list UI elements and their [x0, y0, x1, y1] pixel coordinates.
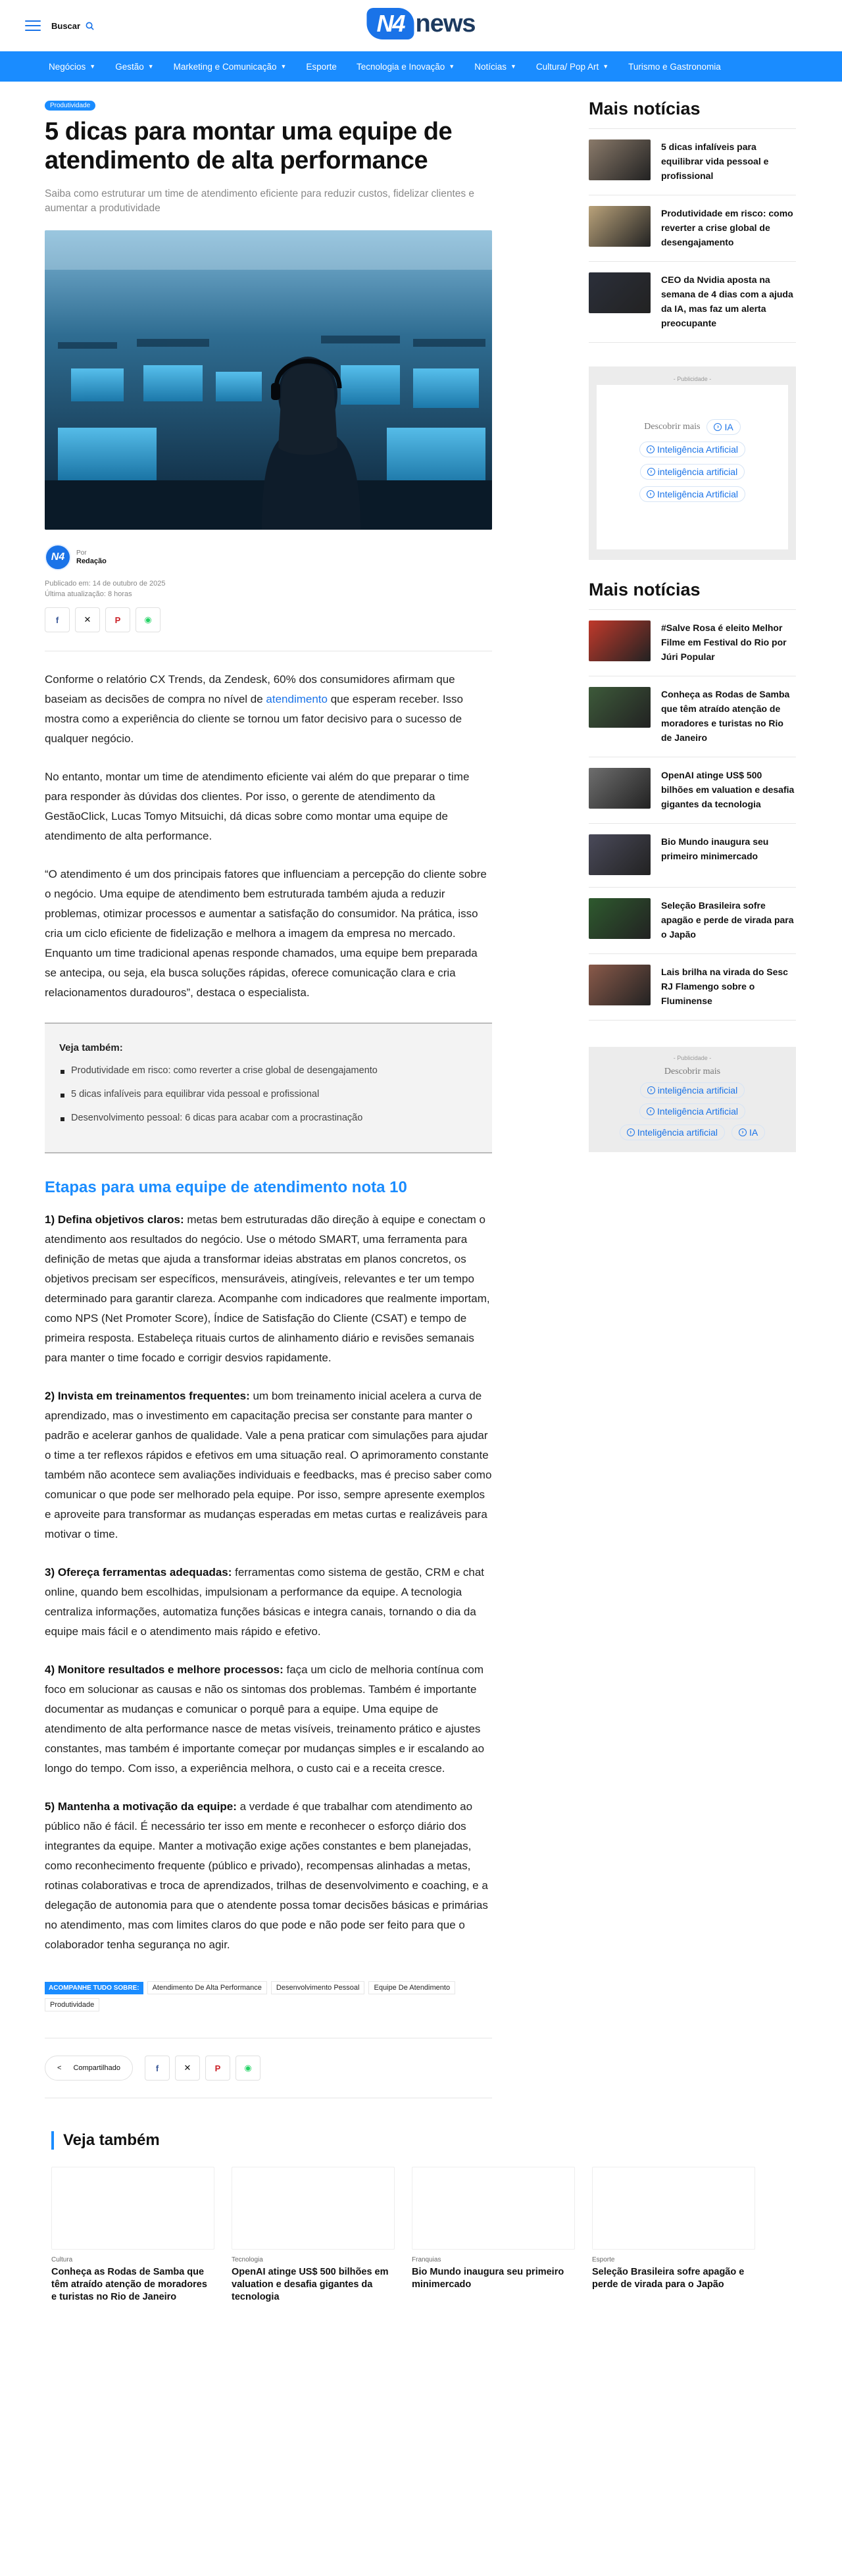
- plus-circle-icon: ›: [714, 423, 722, 431]
- section-heading: Etapas para uma equipe de atendimento nota 10: [45, 1178, 407, 1196]
- related-thumbnail: [412, 2167, 575, 2250]
- news-thumbnail: [589, 768, 651, 809]
- related-category: Franquias: [412, 2256, 441, 2263]
- ad-topic-label: Inteligência artificial: [637, 1127, 718, 1138]
- news-title: Bio Mundo inaugura seu primeiro minimercado: [661, 836, 769, 861]
- news-item[interactable]: [589, 195, 796, 262]
- share-label: Compartilhado: [73, 2064, 120, 2072]
- related-title: Conheça as Rodas de Samba que têm atraído atenção de moradores e turistas no Rio de Janeiro: [51, 2267, 207, 2302]
- facebook-icon: f: [155, 2063, 159, 2073]
- nav-item-3[interactable]: [306, 62, 337, 72]
- ad-content: [597, 385, 788, 549]
- news-title: Produtividade em risco: como reverter a crise global de desengajamento: [661, 208, 793, 247]
- ad-row: [620, 1124, 765, 1140]
- ad-row: [639, 442, 745, 457]
- news-thumbnail: [589, 139, 651, 180]
- discover-more-label: Descobrir mais: [664, 1067, 721, 1076]
- nav-item-4[interactable]: [357, 62, 455, 72]
- ad-row: [639, 1103, 745, 1119]
- plus-circle-icon: ›: [647, 1086, 655, 1094]
- ad-topic-pill[interactable]: [731, 1124, 765, 1140]
- tip-paragraph: [45, 1660, 492, 1779]
- related-grid: [51, 2167, 809, 2304]
- tip-lead: 4) Monitore resultados e melhore processos:: [45, 1663, 284, 1676]
- tip-text: um bom treinamento inicial acelera a curva de aprendizado, mas o investimento em capacitação precisa ser constante para manter o padrão e acelerar ganhos de qualidade. Vale a pena praticar com simulações para ajudar o time a ter reflexos rápidos e efetivos em uma situação real. O aprimoramento constante também não acontece sem avaliações individuais e feedbacks, mas é preciso saber como comunicar o que pode ser melhorado pela equipe. Por isso, sempre apresente exemplos e aproveite para transformar as mudanças esperadas em metas curtas e realizáveis para motivar o time.: [45, 1390, 492, 1540]
- news-item[interactable]: [589, 757, 796, 824]
- ad-topic-pill[interactable]: [639, 486, 745, 502]
- see-also-link[interactable]: 5 dicas infalíveis para equilibrar vida pessoal e profissional: [59, 1089, 478, 1099]
- tag-link[interactable]: Produtividade: [45, 1998, 99, 2011]
- nav-item-2[interactable]: [174, 62, 287, 72]
- nav-label: Turismo e Gastronomia: [628, 61, 721, 72]
- ad-topic-label: IA: [724, 422, 733, 432]
- news-thumbnail: [589, 272, 651, 313]
- plus-circle-icon: ›: [647, 468, 655, 476]
- related-heading: Veja também: [51, 2131, 809, 2150]
- x-share-button[interactable]: [75, 607, 100, 632]
- related-section: [33, 2131, 809, 2304]
- ad-label: - Publicidade -: [673, 1055, 712, 1061]
- paragraph-text: Conforme o relatório CX Trends, da Zendesk, 60% dos consumidores afirmam que baseiam as decisões de compra no nível de: [45, 673, 455, 705]
- article-body: [45, 670, 492, 1955]
- news-title: OpenAI atinge US$ 500 bilhões em valuation e desafia gigantes da tecnologia: [661, 770, 795, 809]
- news-title: Conheça as Rodas de Samba que têm atraído atenção de moradores e turistas no Rio de Janeiro: [661, 689, 790, 743]
- related-category: Esporte: [592, 2256, 615, 2263]
- tip-paragraph: [45, 1563, 492, 1642]
- updated-date: Última atualização: 8 horas: [45, 590, 132, 598]
- site-header: [0, 0, 842, 82]
- pinterest-share-button[interactable]: [205, 2056, 230, 2081]
- page-spacer: [0, 2304, 842, 2343]
- ad-label: - Publicidade -: [673, 376, 712, 382]
- tip-text: faça um ciclo de melhoria contínua com foco em solucionar as causas e não os sintomas dos problemas. Também é importante documentar as mudanças e comunicar o porquê para a equipe. Uma equipe de atendimento de alta performance nasce de metas visíveis, treinamento prático e ajustes constantes, mas também é importante começar por mudanças simples e ir escalando ao longo do tempo. Com isso, a experiência melhora, o custo cai e a receita cresce.: [45, 1663, 485, 1775]
- share-bar-bottom: [45, 2038, 492, 2098]
- sidebar-heading: Mais notícias: [589, 580, 701, 599]
- see-also-link[interactable]: Produtividade em risco: como reverter a crise global de desengajamento: [59, 1065, 478, 1076]
- related-title: Bio Mundo inaugura seu primeiro minimercado: [412, 2267, 564, 2290]
- inline-link[interactable]: atendimento: [266, 693, 328, 705]
- news-item[interactable]: [589, 824, 796, 888]
- page-content: [33, 82, 809, 2098]
- news-title: #Salve Rosa é eleito Melhor Filme em Festival do Rio por Júri Popular: [661, 622, 787, 662]
- whatsapp-icon: ◉: [144, 615, 152, 624]
- author-byline: [76, 549, 107, 566]
- plus-circle-icon: ›: [627, 1128, 635, 1136]
- article-title: 5 dicas para montar uma equipe de atendimento de alta performance: [45, 118, 453, 174]
- search-button[interactable]: [51, 21, 94, 31]
- ad-topic-label: Inteligência Artificial: [657, 1106, 738, 1117]
- ad-row: [664, 1067, 720, 1077]
- see-also-title: Veja também:: [59, 1042, 123, 1053]
- nav-label: Cultura/ Pop Art: [535, 61, 599, 72]
- related-title: OpenAI atinge US$ 500 bilhões em valuation e desafia gigantes da tecnologia: [232, 2267, 389, 2302]
- news-title: Lais brilha na virada do Sesc RJ Flamengo sobre o Fluminense: [661, 967, 788, 1006]
- news-item[interactable]: [589, 609, 796, 676]
- nav-item-6[interactable]: [536, 62, 608, 72]
- share-icon: <: [57, 2064, 62, 2072]
- related-card[interactable]: [51, 2167, 214, 2304]
- tip-lead: 2) Invista em treinamentos frequentes:: [45, 1390, 250, 1402]
- author-prefix: Por: [76, 549, 87, 557]
- category-badge[interactable]: Produtividade: [45, 101, 95, 111]
- tip-lead: 1) Defina objetivos claros:: [45, 1213, 184, 1226]
- news-title: Seleção Brasileira sofre apagão e perde de virada para o Japão: [661, 900, 794, 940]
- news-item[interactable]: [589, 954, 796, 1021]
- ad-block: [589, 1047, 796, 1152]
- hero-image: [45, 230, 492, 530]
- logo-word: news: [415, 9, 476, 38]
- related-title: Seleção Brasileira sofre apagão e perde de virada para o Japão: [592, 2267, 745, 2290]
- ad-topic-pill[interactable]: [620, 1124, 725, 1140]
- paragraph-text: que esperam receber. Isso mostra como a experiência do cliente se tornou um fator decisivo para o sucesso de qualquer negócio.: [45, 693, 464, 745]
- tip-paragraph: [45, 1210, 492, 1368]
- plus-circle-icon: ›: [647, 445, 655, 453]
- nav-item-5[interactable]: [474, 62, 516, 72]
- author-block[interactable]: [45, 544, 492, 570]
- nav-label: Esporte: [306, 61, 337, 72]
- ad-row: [644, 419, 740, 435]
- facebook-share-button[interactable]: [145, 2056, 170, 2081]
- ad-row: [640, 1082, 745, 1098]
- pinterest-share-button[interactable]: [105, 607, 130, 632]
- chevron-down-icon: ▼: [603, 63, 609, 70]
- related-card[interactable]: [592, 2167, 755, 2304]
- discover-more-label: Descobrir mais: [644, 422, 701, 432]
- whatsapp-share-button[interactable]: [235, 2056, 260, 2081]
- author-name[interactable]: Redação: [76, 557, 107, 565]
- whatsapp-share-button[interactable]: [136, 607, 161, 632]
- ad-row: [639, 486, 745, 502]
- ad-topic-pill[interactable]: [639, 1103, 745, 1119]
- facebook-icon: f: [55, 615, 59, 625]
- tip-lead: 5) Mantenha a motivação da equipe:: [45, 1800, 237, 1813]
- nav-item-7[interactable]: [628, 62, 721, 72]
- see-also-box: [45, 1023, 492, 1153]
- sidebar: [589, 99, 796, 2098]
- call-center-photo: [45, 230, 492, 530]
- nav-item-1[interactable]: [115, 62, 153, 72]
- tip-text: metas bem estruturadas dão direção à equipe e conectam o atendimento aos resultados do negócio. Use o método SMART, uma ferramenta para definição de metas que ajuda a transformar ideias abstratas em planos concretos, os objetivos precisam ser específicos, mensuráveis, atingíveis, relevantes e ter um tempo determinado para garantir clareza. Acompanhe com indicadores que realmente importam, como NPS (Net Promoter Score), Índice de Satisfação do Cliente (CSAT) e tempo de primeira resposta. Estabeleça rituais curtos de alinhamento diário e revisões semanais para manter o time focado e corrigir desvios rapidamente.: [45, 1213, 490, 1364]
- nav-item-0[interactable]: [49, 62, 95, 72]
- ad-topic-label: IA: [749, 1127, 758, 1138]
- chevron-down-icon: ▼: [280, 63, 287, 70]
- nav-label: Negócios: [49, 61, 86, 72]
- facebook-share-button[interactable]: [45, 607, 70, 632]
- ad-topic-pill[interactable]: [639, 442, 745, 457]
- chevron-down-icon: ▼: [449, 63, 455, 70]
- paragraph: [45, 670, 492, 749]
- nav-label: Tecnologia e Inovação: [356, 61, 445, 72]
- news-thumbnail: [589, 687, 651, 728]
- tag-link[interactable]: Equipe De Atendimento: [368, 1981, 455, 1994]
- share-count-button[interactable]: [45, 2056, 133, 2081]
- logo-mark: N4: [366, 8, 414, 39]
- related-card[interactable]: [232, 2167, 395, 2304]
- news-item[interactable]: [589, 128, 796, 195]
- tip-text: ferramentas como sistema de gestão, CRM e chat online, quando bem escolhidas, impulsionam a performance da equipe. A tecnologia centraliza informações, automatiza funções básicas e integra canais, tornando o dia da equipe mais fácil e o atendimento mais rápido e efetivo.: [45, 1566, 485, 1638]
- paragraph: No entanto, montar um time de atendimento eficiente vai além do que preparar o time para responder às dúvidas dos clientes. Por isso, o gerente de atendimento da GestãoClick, Lucas Tomyo Mitsuichi, dá dicas sobre como montar uma equipe de atendimento de alta performance.: [45, 770, 470, 842]
- news-title: 5 dicas infalíveis para equilibrar vida pessoal e profissional: [661, 141, 769, 181]
- ad-topic-pill[interactable]: [640, 464, 745, 480]
- article-dates: [45, 578, 492, 599]
- top-bar: [0, 0, 842, 51]
- tips-list: [45, 1210, 492, 1955]
- tip-text: a verdade é que trabalhar com atendimento ao público não é fácil. É necessário ter isso em mente e reconhecer o esforço diário dos integrantes da equipe. Manter a motivação exige ações constantes e bem planejadas, como reconhecimento frequente (público e privado), recompensas alinhadas a metas, rotinas colaborativas e troca de aprendizados, trilhas de desenvolvimento e coaching, e a delegação de autonomia para que o atendente possa tomar decisões básicas e primárias no atendimento, mas com limites claros do que pode e não pode ser feito para que o colaborador tenha segurança no agir.: [45, 1800, 488, 1951]
- ad-topic-label: Inteligência Artificial: [657, 489, 738, 499]
- nav-label: Gestão: [115, 61, 144, 72]
- x-share-button[interactable]: [175, 2056, 200, 2081]
- ad-topic-pill[interactable]: [706, 419, 740, 435]
- ad-topic-label: Inteligência Artificial: [657, 444, 738, 455]
- tip-paragraph: [45, 1797, 492, 1955]
- news-thumbnail: [589, 965, 651, 1005]
- published-date: Publicado em: 14 de outubro de 2025: [45, 580, 166, 588]
- menu-icon[interactable]: [25, 20, 41, 31]
- tip-paragraph: [45, 1386, 492, 1544]
- see-also-list: [59, 1065, 478, 1123]
- x-icon: ✕: [84, 615, 91, 624]
- tag-link[interactable]: Desenvolvimento Pessoal: [271, 1981, 365, 1994]
- news-thumbnail: [589, 206, 651, 247]
- ad-topic-pill[interactable]: [640, 1082, 745, 1098]
- whatsapp-icon: ◉: [244, 2063, 252, 2073]
- news-thumbnail: [589, 834, 651, 875]
- news-list-2: [589, 609, 796, 1021]
- search-label: Buscar: [51, 20, 81, 31]
- chevron-down-icon: ▼: [510, 63, 516, 70]
- related-card[interactable]: [412, 2167, 575, 2304]
- plus-circle-icon: ›: [739, 1128, 747, 1136]
- article-subtitle: Saiba como estruturar um time de atendimento eficiente para reduzir custos, fidelizar clientes e aumentar a produtividade: [45, 188, 475, 214]
- ad-content: [597, 1064, 788, 1140]
- tag-link[interactable]: Atendimento De Alta Performance: [147, 1981, 267, 1994]
- search-icon: [86, 22, 94, 30]
- related-thumbnail: [592, 2167, 755, 2250]
- pinterest-icon: P: [214, 2063, 221, 2073]
- nav-label: Marketing e Comunicação: [173, 61, 277, 72]
- news-item[interactable]: [589, 262, 796, 343]
- chevron-down-icon: ▼: [89, 63, 96, 70]
- related-category: Cultura: [51, 2256, 73, 2263]
- news-thumbnail: [589, 898, 651, 939]
- sidebar-heading: Mais notícias: [589, 99, 701, 118]
- paragraph: “O atendimento é um dos principais fatores que influenciam a percepção do cliente sobre o negócio. Uma equipe de atendimento bem estruturada também ajuda a reduzir problemas, otimizar processos e aumentar a satisfação do consumidor. Na prática, isso cria um ciclo eficiente de fidelização e melhora a imagem da empresa no mercado. Enquanto um time tradicional apenas responde chamados, uma equipe bem preparada se antecipa, ou seja, ela busca soluções rápidas, oferece comunicação clara e cria relacionamentos duradouros”, destaca o especialista.: [45, 868, 487, 999]
- news-thumbnail: [589, 620, 651, 661]
- ad-topic-label: inteligência artificial: [657, 467, 738, 477]
- chevron-down-icon: ▼: [147, 63, 154, 70]
- ad-topic-label: inteligência artificial: [657, 1085, 738, 1096]
- ad-row: [640, 464, 745, 480]
- news-list-1: [589, 128, 796, 343]
- news-item[interactable]: [589, 676, 796, 757]
- related-thumbnail: [232, 2167, 395, 2250]
- nav-label: Notícias: [474, 61, 507, 72]
- tags-lead: ACOMPANHE TUDO SOBRE:: [45, 1982, 143, 1994]
- tag-list: [45, 1981, 492, 2011]
- article: [45, 99, 492, 2098]
- ad-block: [589, 366, 796, 560]
- see-also-link[interactable]: Desenvolvimento pessoal: 6 dicas para acabar com a procrastinação: [59, 1113, 478, 1123]
- x-icon: ✕: [184, 2063, 191, 2073]
- news-title: CEO da Nvidia aposta na semana de 4 dias com a ajuda da IA, mas faz um alerta preocupante: [661, 274, 793, 328]
- plus-circle-icon: ›: [647, 490, 655, 498]
- plus-circle-icon: ›: [647, 1107, 655, 1115]
- site-logo[interactable]: [366, 8, 475, 39]
- news-item[interactable]: [589, 888, 796, 954]
- tip-lead: 3) Ofereça ferramentas adequadas:: [45, 1566, 232, 1578]
- main-nav: [0, 51, 842, 82]
- author-avatar: N4: [45, 544, 71, 570]
- share-buttons-top: [45, 607, 492, 632]
- related-category: Tecnologia: [232, 2256, 263, 2263]
- pinterest-icon: P: [114, 615, 121, 625]
- related-thumbnail: [51, 2167, 214, 2250]
